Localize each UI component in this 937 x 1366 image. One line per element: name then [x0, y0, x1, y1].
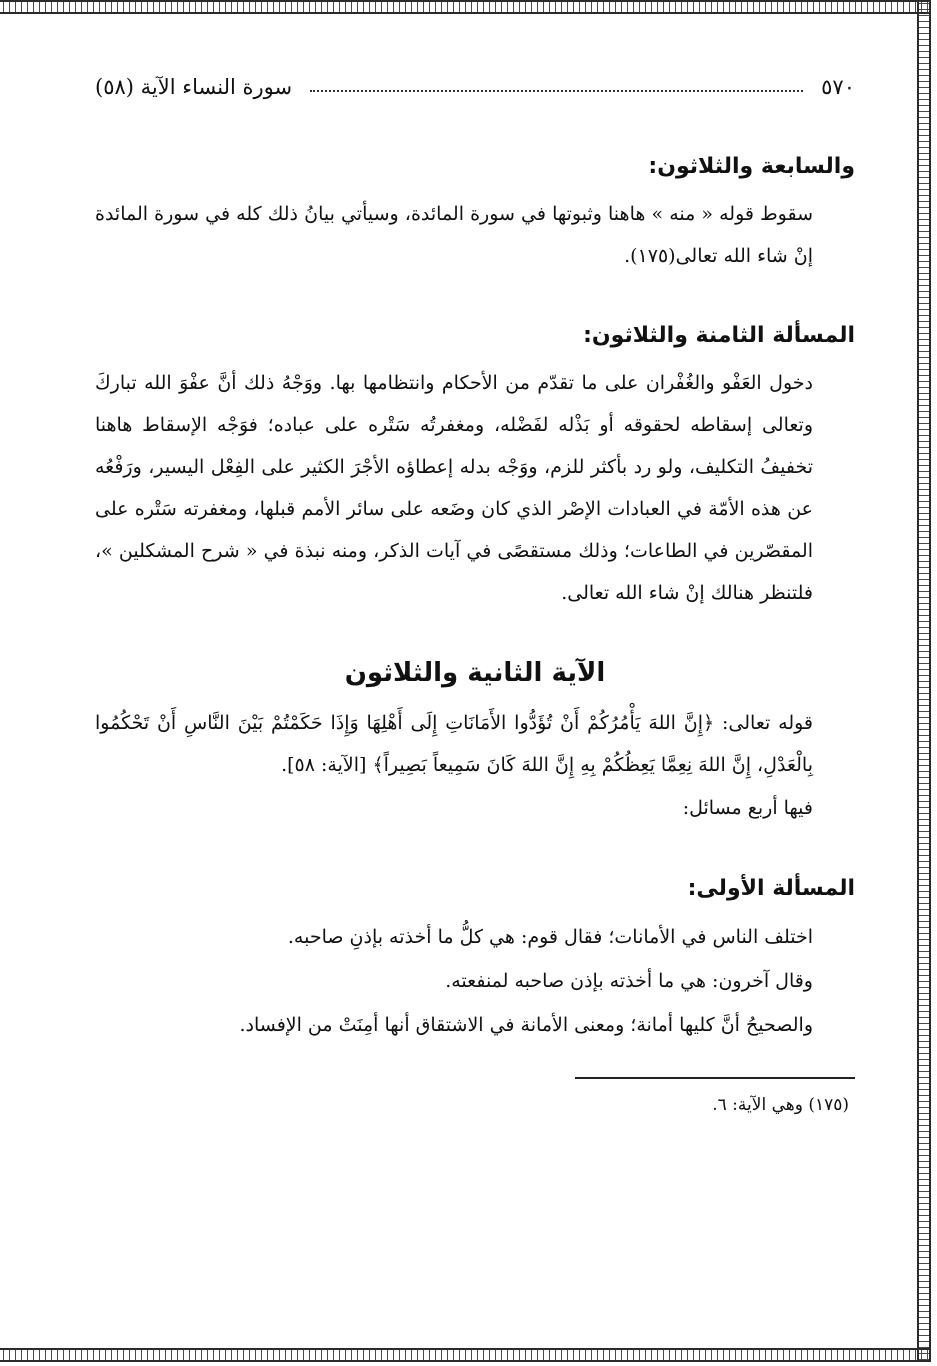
issues-count: فيها أربع مسائل: — [682, 797, 813, 819]
first-issue-line-3: والصحيحُ أنَّ كليها أمانة؛ ومعنى الأمانة في الاشتقاق أنها أمِنَتْ من الإفساد. — [239, 1014, 813, 1036]
section-heading-38: المسألة الثامنة والثلاثون: — [583, 323, 855, 348]
running-title: سورة النساء الآية (٥٨) — [95, 75, 293, 99]
page-content — [95, 66, 855, 1121]
first-issue-line-1: اختلف الناس في الأمانات؛ فقال قوم: هي كلُّ ما أخذته بإذنِ صاحبه. — [287, 926, 813, 948]
leader-dots — [310, 82, 803, 92]
running-head — [95, 66, 855, 108]
first-issue-heading: المسألة الأولى: — [687, 876, 855, 901]
first-issue-line-2: وقال آخرون: هي ما أخذته بإذن صاحبه لمنفعته. — [445, 970, 813, 992]
section-heading-37: والسابعة والثلاثون: — [648, 154, 855, 179]
ayah-title: الآية الثانية والثلاثون — [344, 658, 606, 688]
footnote-rule — [575, 1077, 855, 1079]
section-text-38: دخول العَفْو والغُفْران على ما تقدّم من الأحكام وانتظامها بها. ووَجْهُ ذلك أنَّ عفْوَ الله تباركَ وتعالى إسقاطه لحقوقه أو بَذْله لفَضْله، ومغفرتُه سَتْره على عباده؛ فوَجْه الإسقاط هاهنا تخفيفُ التكليف، ولو رد بأكثر للزم، ووَجْه بدله إعطاؤه الأجْرَ الكثير على الفِعْل اليسير، ورَفْعُه عن هذه الأمّة في العبادات الإصْر الذي كان وضَعه على سائر الأمم قبلها، ومغفرته سَتْره على المقصّرين في الطاعات؛ وذلك مستقصًى في آيات الذكر، ومنه نبذة في « شرح المشكلين »، فلتنظر هنالك إنْ شاء الله تعالى. — [95, 372, 813, 604]
footnote: (١٧٥) وهي الآية: ٦. — [712, 1095, 849, 1115]
section-text-37: سقوط قوله « منه » هاهنا وثبوتها في سورة المائدة، وسيأتي بيانُ ذلك كله في سورة المائدة إنْ شاء الله تعالى(١٧٥). — [95, 203, 813, 267]
page-number: ٥٧٠ — [821, 75, 855, 99]
decorative-border-bottom — [0, 1348, 930, 1362]
decorative-border-right — [917, 0, 931, 1362]
ayah-quote: قوله تعالى: ﴿إِنَّ اللهَ يَأْمُرُكُمْ أَنْ تُؤَدُّوا الأَمَانَاتِ إِلَى أَهْلِهَا وَإِذَا حَكَمْتُمْ بَيْنَ النَّاسِ أَنْ تَحْكُمُوا بِالْعَدْلِ، إِنَّ اللهَ نِعِمَّا يَعِظُكُمْ بِهِ إِنَّ اللهَ كَانَ سَمِيعاً بَصِيراً﴾ [الآية: ٥٨]. — [95, 712, 814, 776]
decorative-border-top — [0, 0, 930, 14]
